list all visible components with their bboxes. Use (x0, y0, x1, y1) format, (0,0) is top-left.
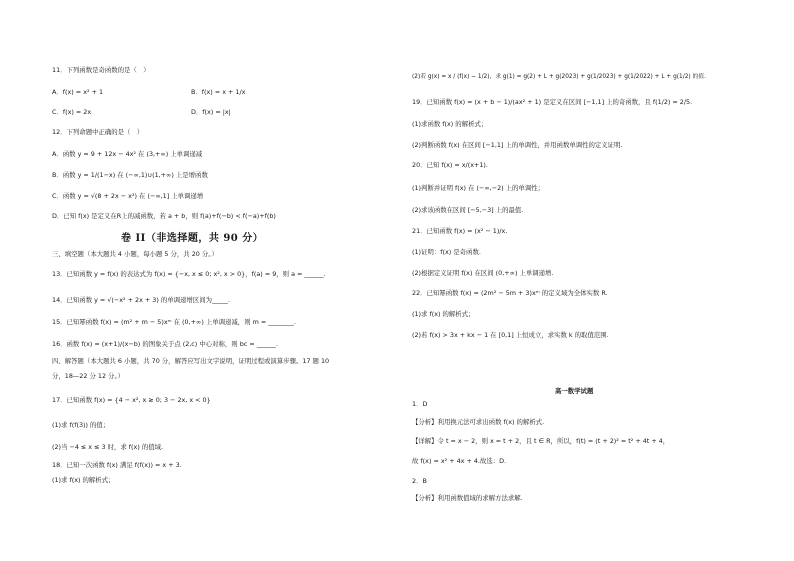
question-17: 17．已知函数 f(x) = {4 − x², x ≥ 0; 3 − 2x, x < 0} (52, 396, 211, 404)
question-18-part-2: (2)若 g(x) = x / (f(x) − 1/2)，求 g(1) = g(2) + L + g(2023) + g(1/2023) + g(1/2022) + L + g(1/2) 的值. (412, 74, 706, 80)
question-22-part-2: (2)若 f(x) > 3x + kx − 1 在 [0,1] 上恒成立，求实数 k 的取值范围. (412, 331, 609, 339)
question-20-part-2: (2)求该函数在区间 [−5,−3] 上的最值. (412, 206, 524, 214)
question-11-option-b: B．f(x) = x + 1/x (191, 88, 246, 96)
section-three-heading: 三、填空题（本大题共 4 小题，每小题 5 分，共 20 分。） (52, 250, 218, 258)
question-11-option-a: A．f(x) = x² + 1 (52, 88, 104, 96)
question-16: 16．函数 f(x) = (x+1)/(x−b) 的图象关于点 (2,c) 中心对称，则 bc = ______. (52, 340, 278, 348)
answer-1: 1．D (412, 400, 428, 408)
question-12-option-a: A．函数 y = 9 + 12x − 4x² 在 (3,+∞) 上单调递减 (52, 150, 203, 158)
question-20-part-1: (1)判断并证明 f(x) 在 (−∞,−2) 上的单调性； (412, 184, 544, 192)
answer-1-analysis: 【分析】利用换元法可求出函数 f(x) 的解析式. (412, 418, 545, 426)
question-11-option-c: C．f(x) = 2x (52, 108, 92, 116)
question-21: 21．已知函数 f(x) = (x² − 1)/x. (412, 227, 508, 235)
answer-1-detail: 【详解】令 t = x − 2，则 x = t + 2，且 t ∈ R，所以，f(t) = (t + 2)² = t² + 4t + 4， (412, 437, 670, 445)
answer-section-title: 高一数学试题 (555, 387, 594, 395)
question-19-part-2: (2)判断函数 f(x) 在区间 [−1,1] 上的单调性，并用函数单调性的定义证明. (412, 141, 623, 149)
section-four-heading-line-1: 四、解答题（本大题共 6 小题，共 70 分，解答应写出文字说明，证明过程或演算步骤。17 题 10 (52, 357, 330, 365)
question-19-part-1: (1)求函数 f(x) 的解析式； (412, 120, 488, 128)
question-19: 19．已知函数 f(x) = (x + b − 1)/(ax² + 1) 是定义在区间 [−1,1] 上的奇函数，且 f(1/2) = 2/5. (412, 98, 693, 106)
section-four-heading-line-2: 分，18—22 分 12 分。） (52, 372, 125, 380)
question-12-option-d: D．已知 f(x) 是定义在R上的减函数，若 a + b，则 f(a)+f(−b) < f(−a)+f(b) (52, 212, 276, 220)
answer-1-conclusion: 故 f(x) = x² + 4x + 4.故选：D. (412, 457, 507, 465)
question-14: 14．已知函数 y = √(−x² + 2x + 3) 的单调递增区间为_____. (52, 296, 230, 304)
question-17-part-2: (2)当 −4 ≤ x ≤ 3 时，求 f(x) 的值域. (52, 443, 164, 451)
question-22: 22．已知幂函数 f(x) = (2m² − 5m + 3)xᵐ 的定义域为全体实数 R. (412, 289, 608, 297)
answer-2-analysis: 【分析】利用函数值域的求解方法求解. (412, 494, 523, 502)
question-18: 18．已知一次函数 f(x) 满足 f(f(x)) = x + 3. (52, 461, 182, 469)
question-21-part-1: (1)证明：f(x) 是奇函数. (412, 248, 481, 256)
part-two-title: 卷 II（非选择题，共 90 分） (121, 233, 264, 244)
question-15: 15．已知幂函数 f(x) = (m² + m − 5)xᵐ 在 (0,+∞) 上单调递减，则 m = ________. (52, 318, 296, 326)
question-17-part-1: (1)求 f(f(3)) 的值； (52, 421, 110, 429)
question-11-option-d: D．f(x) = |x| (191, 108, 231, 116)
question-12-option-c: C．函数 y = √(8 + 2x − x²) 在 (−∞,1] 上单调递增 (52, 192, 204, 200)
question-13: 13．已知函数 y = f(x) 的表达式为 f(x) = {−x, x ≤ 0; x², x > 0}，f(a) = 9，则 a = ______. (52, 270, 326, 278)
question-21-part-2: (2)根据定义证明 f(x) 在区间 (0,+∞) 上单调递增. (412, 269, 554, 277)
question-12-option-b: B．函数 y = 1/(1−x) 在 (−∞,1)∪(1,+∞) 上是增函数 (52, 171, 208, 179)
question-20: 20．已知 f(x) = x/(x+1). (412, 161, 488, 169)
question-11: 11．下列函数是奇函数的是（ ） (52, 66, 150, 74)
question-12: 12．下列命题中正确的是（ ） (52, 128, 144, 136)
answer-2: 2．B (412, 477, 427, 485)
question-22-part-1: (1)求 f(x) 的解析式； (412, 310, 475, 318)
question-18-part-1: (1)求 f(x) 的解析式； (52, 476, 115, 484)
